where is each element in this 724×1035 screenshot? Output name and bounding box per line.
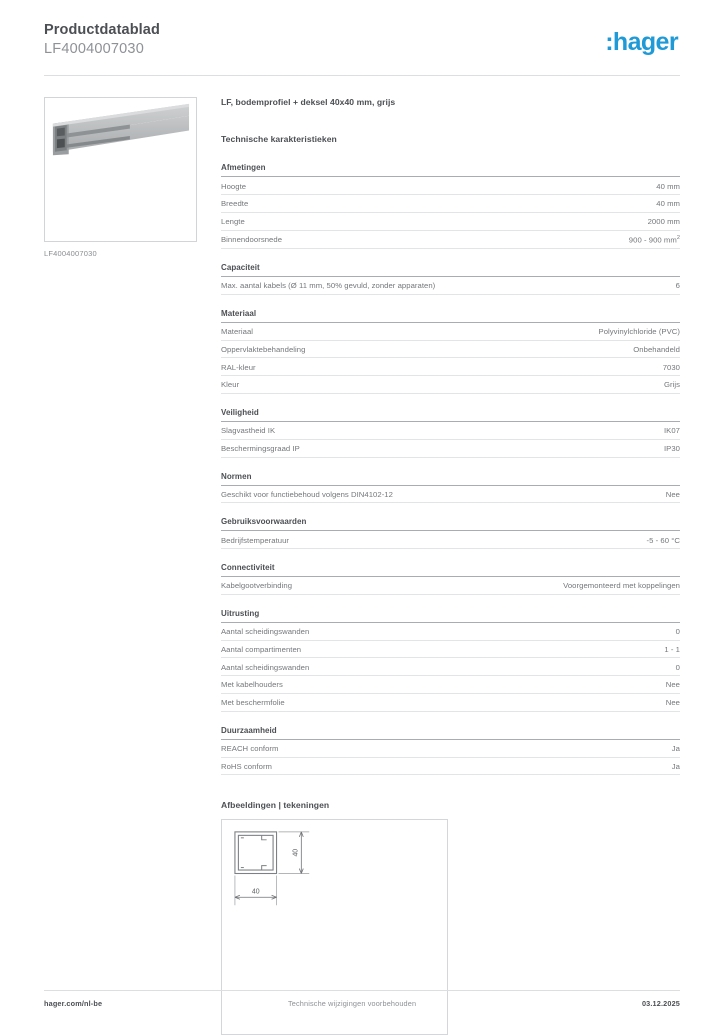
spec-value: 0 (675, 627, 680, 637)
spec-group-title: Duurzaamheid (221, 726, 680, 740)
spec-value: IP30 (663, 443, 680, 453)
spec-label: Met beschermfolie (221, 698, 285, 708)
product-name: LF, bodemprofiel + deksel 40x40 mm, grijs (221, 97, 396, 108)
spec-value (629, 235, 680, 245)
spec-label: Geschikt voor functiebehoud volgens DIN4102-12 (221, 489, 393, 499)
spec-label: Beschermingsgraad IP (221, 443, 300, 453)
spec-label: Aantal scheidingswanden (221, 627, 310, 637)
spec-label: Kleur (221, 380, 240, 390)
spec-label: Bedrijfstemperatuur (221, 535, 290, 545)
spec-label: Aantal scheidingswanden (221, 662, 310, 672)
spec-row (221, 213, 680, 231)
spec-label: Met kabelhouders (221, 680, 283, 690)
spec-value: -5 - 60 °C (646, 535, 680, 545)
spec-label: Oppervlaktebehandeling (221, 344, 306, 354)
footer-disclaimer: Technische wijzigingen voorbehouden (288, 999, 417, 1008)
spec-value: 0 (675, 662, 680, 672)
footer-row (44, 999, 680, 1008)
spec-groups-container (221, 163, 680, 775)
spec-row (221, 641, 680, 659)
spec-value: Ja (671, 743, 680, 753)
spec-group-title: Materiaal (221, 309, 680, 323)
spec-value-superscript: 2 (676, 234, 680, 241)
spec-label: Aantal compartimenten (221, 644, 302, 654)
spec-label: Materiaal (221, 327, 254, 337)
spec-row (221, 440, 680, 458)
spec-value: 1 - 1 (664, 644, 680, 654)
spec-row (221, 486, 680, 504)
spec-group (221, 726, 680, 776)
spec-label: REACH conform (221, 743, 279, 753)
spec-label: Max. aantal kabels (Ø 11 mm, 50% gevuld, zonder apparaten) (221, 281, 436, 291)
spec-row (221, 740, 680, 758)
spec-group-title: Afmetingen (221, 163, 680, 177)
spec-label: Breedte (221, 199, 249, 209)
spec-value: 7030 (662, 362, 680, 372)
spec-row (221, 577, 680, 595)
spec-value: Voorgemonteerd met koppelingen (563, 581, 680, 591)
spec-row (221, 422, 680, 440)
spec-label: Hoogte (221, 181, 247, 191)
spec-value: 6 (675, 281, 680, 291)
spec-row (221, 694, 680, 712)
product-photo-caption: LF4004007030 (44, 249, 97, 259)
spec-row (221, 177, 680, 195)
spec-group-title: Connectiviteit (221, 563, 680, 577)
page-content (44, 76, 680, 1035)
spec-group (221, 309, 680, 394)
spec-row (221, 195, 680, 213)
spec-row (221, 341, 680, 359)
page-header (44, 0, 680, 58)
spec-group (221, 563, 680, 595)
product-photo-frame (44, 97, 197, 242)
spec-row (221, 277, 680, 295)
hager-logo: :hager (605, 28, 678, 56)
spec-value: Onbehandeld (633, 344, 680, 354)
spec-group-title: Gebruiksvoorwaarden (221, 517, 680, 531)
spec-value: Grijs (663, 380, 680, 390)
spec-label: RoHS conform (221, 761, 273, 771)
spec-label: Binnendoorsnede (221, 235, 283, 245)
spec-label: Kabelgootverbinding (221, 581, 293, 591)
technical-characteristics-heading: Technische karakteristieken (221, 134, 337, 145)
spec-row (221, 623, 680, 641)
spec-row (221, 531, 680, 549)
footer-website-link[interactable]: hager.com/nl-be (44, 999, 103, 1008)
drawings-heading: Afbeeldingen | tekeningen (221, 800, 330, 811)
spec-value: Ja (671, 761, 680, 771)
spec-value-text: 900 - 900 mm (628, 235, 677, 245)
spec-row (221, 758, 680, 776)
spec-value: IK07 (663, 426, 680, 436)
product-reference: LF4004007030 (44, 40, 144, 57)
spec-row (221, 231, 680, 249)
spec-group (221, 472, 680, 504)
footer-date: 03.12.2025 (641, 999, 680, 1008)
spec-row (221, 323, 680, 341)
spec-label: RAL-kleur (221, 362, 256, 372)
spec-label: Lengte (221, 217, 245, 227)
drawing-height-label: 40 (292, 849, 300, 857)
drawing-width-label: 40 (251, 888, 260, 896)
page-title: Productdatablad (44, 22, 160, 38)
spec-row (221, 658, 680, 676)
spec-value: Nee (665, 698, 680, 708)
spec-row (221, 676, 680, 694)
spec-value: 40 mm (656, 199, 680, 209)
spec-group (221, 517, 680, 549)
footer-divider (44, 990, 680, 991)
spec-group-title: Uitrusting (221, 609, 680, 623)
spec-group (221, 163, 680, 249)
spec-group-title: Capaciteit (221, 263, 680, 277)
spec-value: Nee (665, 680, 680, 690)
spec-value: Polyvinylchloride (PVC) (598, 327, 680, 337)
spec-value: 40 mm (656, 181, 680, 191)
specifications-column (206, 97, 680, 1035)
spec-value: 2000 mm (647, 217, 680, 227)
spec-row (221, 376, 680, 394)
spec-group (221, 609, 680, 712)
spec-group-title: Normen (221, 472, 680, 486)
spec-row (221, 358, 680, 376)
spec-group (221, 263, 680, 295)
spec-group-title: Veiligheid (221, 408, 680, 422)
spec-value: Nee (665, 489, 680, 499)
page-footer (44, 990, 680, 1008)
spec-group (221, 408, 680, 458)
product-photo (45, 98, 196, 241)
product-image-column (44, 97, 206, 1035)
spec-label: Slagvastheid IK (221, 426, 276, 436)
title-block (44, 22, 160, 58)
